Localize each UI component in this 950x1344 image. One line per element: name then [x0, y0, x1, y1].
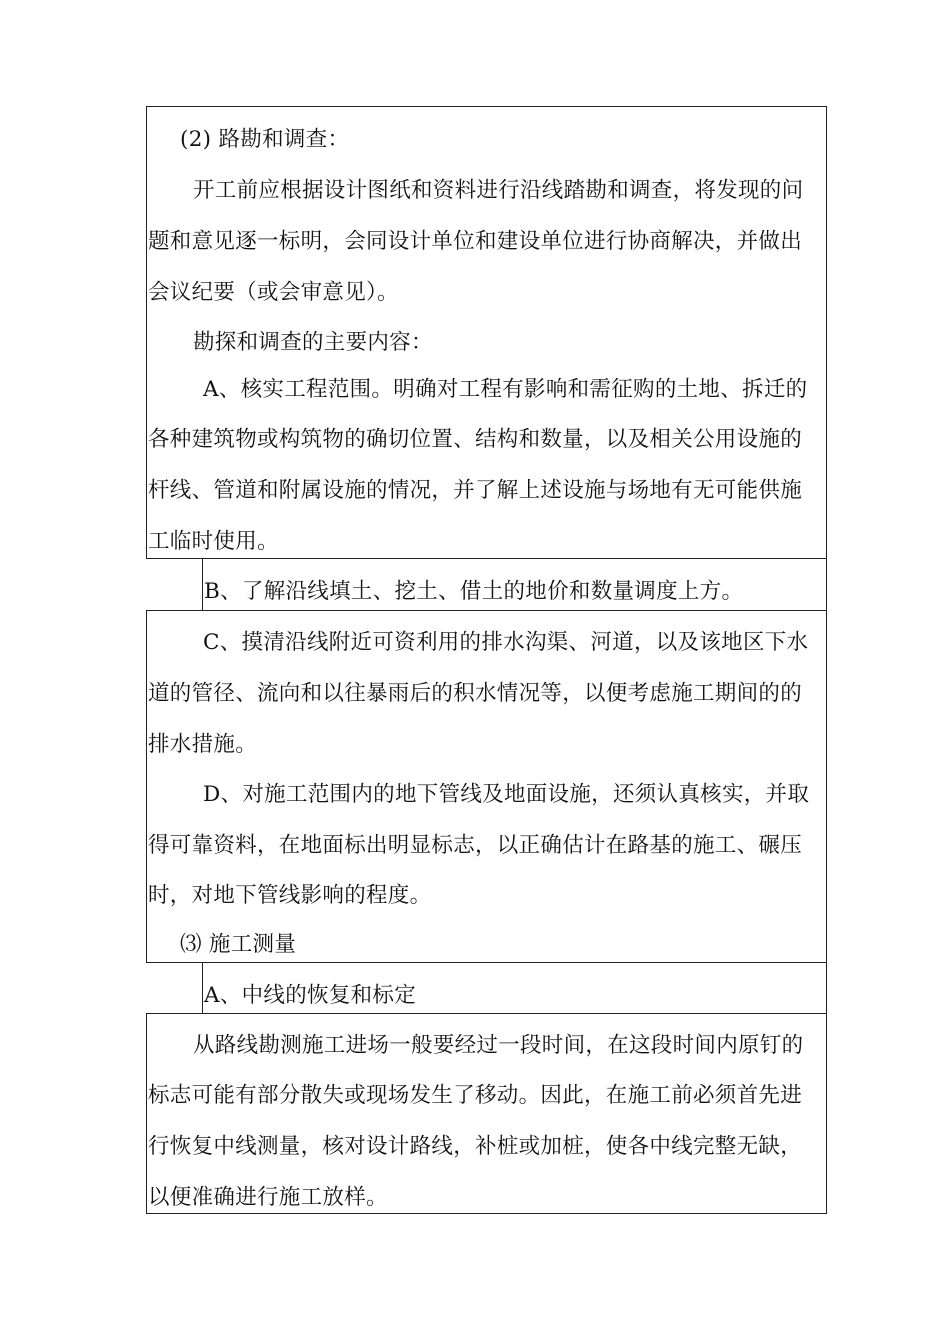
paragraph-line: 会议纪要（或会审意见）。	[148, 280, 399, 305]
section-2-heading: (2) 路勘和调查：	[180, 127, 350, 152]
item-a-line: 各种建筑物或构筑物的确切位置、结构和数量，以及相关公用设施的	[148, 427, 803, 452]
main-content-label: 勘探和调查的主要内容：	[193, 330, 433, 355]
item-a-line: 工临时使用。	[148, 529, 279, 554]
item-d-line: 得可靠资料，在地面标出明显标志，以正确估计在路基的施工、碾压	[148, 833, 803, 858]
item-a-line: 杆线、管道和附属设施的情况，并了解上述设施与场地有无可能供施	[148, 478, 803, 503]
item-a-line: A、核实工程范围。明确对工程有影响和需征购的土地、拆迁的	[203, 377, 808, 402]
centerline-paragraph-line: 以便准确进行施工放样。	[148, 1185, 388, 1210]
paragraph-line: 开工前应根据设计图纸和资料进行沿线踏勘和调查，将发现的问	[193, 178, 804, 203]
paragraph-line: 题和意见逐一标明，会同设计单位和建设单位进行协商解决，并做出	[148, 229, 803, 254]
centerline-subheading: A、中线的恢复和标定	[204, 983, 417, 1008]
item-c-line: 道的管径、流向和以往暴雨后的积水情况等，以便考虑施工期间的的	[148, 681, 803, 706]
item-d-line: 时，对地下管线影响的程度。	[148, 883, 432, 908]
centerline-paragraph-line: 行恢复中线测量，核对设计路线，补桩或加桩，使各中线完整无缺，	[148, 1134, 803, 1159]
item-c-line: 排水措施。	[148, 732, 258, 757]
item-b-line: B、了解沿线填土、挖土、借土的地价和数量调度上方。	[204, 579, 744, 604]
centerline-paragraph-line: 从路线勘测施工进场一般要经过一段时间，在这段时间内原钉的	[193, 1033, 804, 1058]
item-c-line: C、摸清沿线附近可资利用的排水沟渠、河道，以及该地区下水	[203, 630, 809, 655]
section-3-heading: ⑶ 施工测量	[180, 932, 297, 957]
centerline-paragraph-line: 标志可能有部分散失或现场发生了移动。因此，在施工前必须首先进	[148, 1083, 803, 1108]
item-d-line: D、对施工范围内的地下管线及地面设施，还须认真核实，并取	[203, 782, 810, 807]
